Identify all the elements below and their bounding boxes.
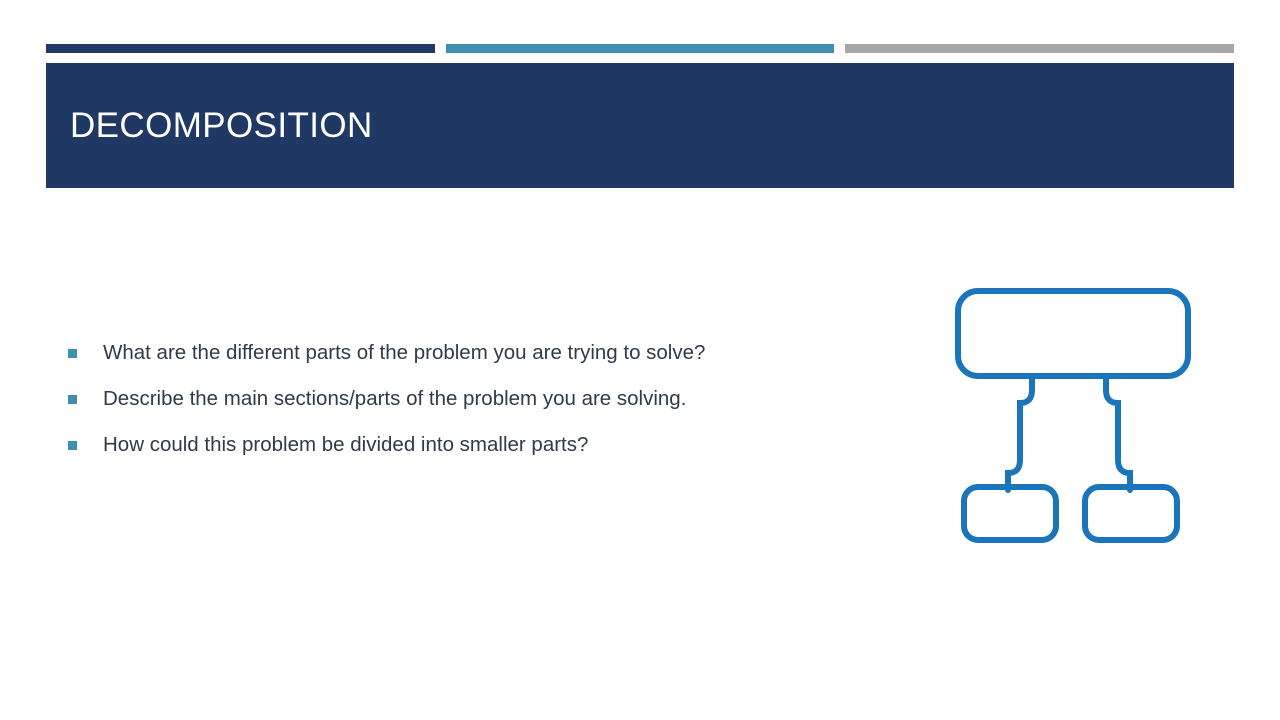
accent-bar-dark bbox=[46, 44, 435, 53]
accent-bar-teal bbox=[446, 44, 834, 53]
child-node-left bbox=[964, 487, 1056, 540]
bullet-text: How could this problem be divided into smaller parts? bbox=[103, 433, 589, 456]
accent-bar-gap-2 bbox=[834, 44, 845, 53]
bullet-text: What are the different parts of the problem you are trying to solve? bbox=[103, 341, 706, 364]
page-title: DECOMPOSITION bbox=[70, 105, 373, 145]
list-item bbox=[68, 432, 828, 458]
list-item bbox=[68, 386, 828, 412]
square-bullet-icon bbox=[68, 441, 77, 450]
connector-right bbox=[1106, 376, 1130, 490]
child-node-right bbox=[1085, 487, 1177, 540]
connector-left bbox=[1008, 376, 1032, 490]
accent-bar-group bbox=[46, 44, 1234, 53]
decomposition-tree-icon bbox=[940, 275, 1210, 555]
accent-bar-gray bbox=[845, 44, 1234, 53]
list-item bbox=[68, 340, 828, 366]
accent-bar-gap-1 bbox=[435, 44, 446, 53]
bullet-text: Describe the main sections/parts of the problem you are solving. bbox=[103, 387, 687, 410]
square-bullet-icon bbox=[68, 395, 77, 404]
square-bullet-icon bbox=[68, 349, 77, 358]
title-band bbox=[46, 63, 1234, 188]
parent-node bbox=[958, 291, 1188, 376]
bullet-list bbox=[68, 340, 828, 478]
